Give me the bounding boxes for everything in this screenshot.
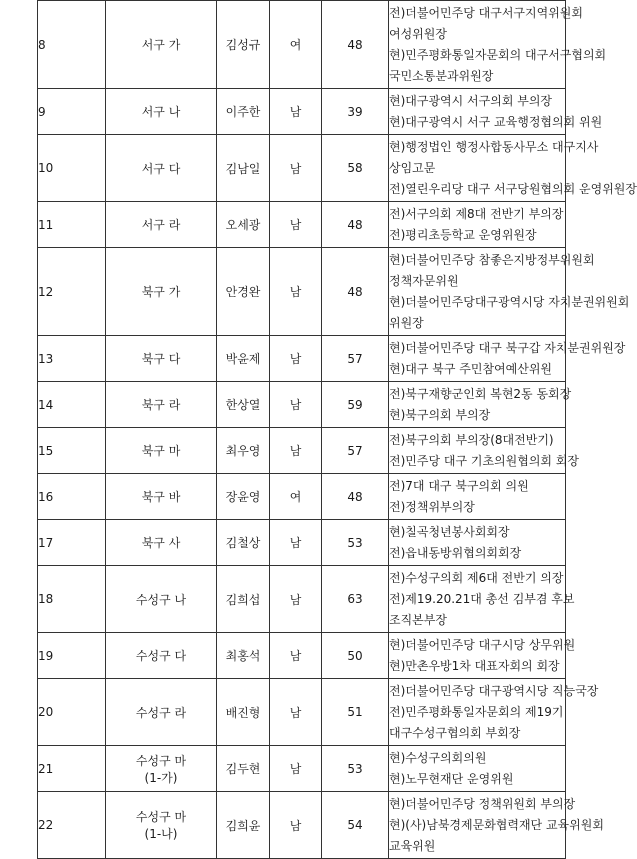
row-number: 8 (38, 1, 106, 89)
career-line: 현)수성구의회의원 (389, 750, 487, 765)
career (389, 336, 626, 382)
career (389, 474, 566, 520)
district (106, 1, 217, 89)
district (106, 679, 217, 746)
gender: 남 (270, 382, 322, 428)
career-line: 전)서구의회 제8대 전반기 부의장 (389, 206, 564, 221)
district (106, 633, 217, 679)
gender: 남 (270, 633, 322, 679)
candidate-name: 박윤제 (217, 336, 270, 382)
candidate-table-body (38, 1, 637, 859)
career (389, 135, 637, 202)
age: 48 (322, 1, 389, 89)
district (106, 202, 217, 248)
table-row (38, 382, 566, 428)
age: 48 (322, 202, 389, 248)
career-line: 전)더불어민주당 대구광역시당 직능국장 (389, 683, 599, 698)
district-line: (1-가) (144, 770, 178, 785)
career-line: 현)(사)남북경제문화협력재단 교육위원회 (389, 817, 604, 832)
gender: 남 (270, 135, 322, 202)
row-number: 21 (38, 746, 106, 792)
career (389, 520, 566, 566)
gender: 여 (270, 1, 322, 89)
age: 39 (322, 89, 389, 135)
district (106, 566, 217, 633)
district-line: (1-나) (144, 827, 178, 841)
age: 50 (322, 633, 389, 679)
district (106, 135, 217, 202)
career-line: 전)민주평화통일자문회의 제19기 (389, 704, 564, 719)
age: 58 (322, 135, 389, 202)
gender: 남 (270, 520, 322, 566)
career-line: 현)더불어민주당 대구 북구갑 자치분권위원장 (389, 340, 626, 355)
career (389, 566, 575, 633)
career-line: 현)더불어민주당 정책위원회 부의장 (389, 796, 576, 811)
age: 48 (322, 474, 389, 520)
career-line: 현)대구광역시 서구의회 부의장 (389, 93, 553, 108)
row-number: 12 (38, 248, 106, 336)
table-row (38, 89, 566, 135)
district-line: 북구 마 (141, 444, 181, 458)
career (389, 746, 566, 792)
row-number: 18 (38, 566, 106, 633)
career-line: 상임고문 (389, 160, 436, 175)
career-line: 현)행정법인 행정사합동사무소 대구지사 (389, 139, 599, 154)
district-line: 북구 가 (141, 285, 181, 299)
table-row (38, 566, 566, 633)
career-line: 현)노무현재단 운영위원 (389, 771, 514, 786)
district-line: 서구 나 (141, 105, 181, 119)
career (389, 248, 630, 336)
career-line: 전)민주당 대구 기초의원협의회 회장 (389, 453, 580, 468)
gender: 남 (270, 792, 322, 859)
career-line: 전)북구재향군인회 복현2동 동회장 (389, 386, 572, 401)
age: 63 (322, 566, 389, 633)
career-line: 현)북구의회 부의장 (389, 407, 491, 422)
age: 57 (322, 336, 389, 382)
career-line: 전)읍내동방위협의회회장 (389, 545, 522, 560)
career-line: 현)대구광역시 서구 교육행정협의회 위원 (389, 114, 603, 129)
district (106, 792, 217, 859)
district-line: 서구 라 (141, 218, 181, 232)
age: 54 (322, 792, 389, 859)
district-line: 수성구 나 (135, 592, 187, 607)
row-number: 20 (38, 679, 106, 746)
gender: 여 (270, 474, 322, 520)
row-number: 11 (38, 202, 106, 248)
career-line: 여성위원장 (389, 26, 447, 41)
gender: 남 (270, 566, 322, 633)
candidate-name: 김성규 (217, 1, 270, 89)
row-number: 9 (38, 89, 106, 135)
district (106, 382, 217, 428)
table-row (38, 202, 566, 248)
career-line: 전)열린우리당 대구 서구당원협의회 운영위원장 (389, 181, 637, 196)
table-row (38, 474, 566, 520)
district-line: 북구 라 (141, 398, 181, 412)
row-number: 16 (38, 474, 106, 520)
district-line: 수성구 라 (135, 705, 187, 720)
district-line: 북구 바 (141, 490, 181, 504)
district (106, 248, 217, 336)
candidate-name: 장윤영 (217, 474, 270, 520)
career-line: 전)수성구의회 제6대 전반기 의장 (389, 570, 564, 585)
district-line: 수성구 마 (135, 753, 187, 768)
career-line: 전)북구의회 부의장(8대전반기) (389, 432, 554, 447)
table-row (38, 633, 566, 679)
career-line: 전)평리초등학교 운영위원장 (389, 227, 537, 242)
row-number: 15 (38, 428, 106, 474)
gender: 남 (270, 89, 322, 135)
candidate-name: 배진형 (217, 679, 270, 746)
career (389, 382, 572, 428)
career-line: 전)정책위부의장 (389, 499, 475, 514)
district (106, 520, 217, 566)
district-line: 북구 다 (141, 352, 181, 366)
candidate-name: 김희섭 (217, 566, 270, 633)
career-line: 현)더불어민주당 대구시당 상무위원 (389, 637, 576, 652)
career-line: 현)칠곡청년봉사회회장 (389, 524, 510, 539)
gender: 남 (270, 428, 322, 474)
career-line: 현)민주평화통일자문회의 대구서구협의회 (389, 47, 607, 62)
age: 59 (322, 382, 389, 428)
career-line: 국민소통분과위원장 (389, 68, 494, 83)
career-line: 정책자문위원 (389, 273, 459, 288)
age: 48 (322, 248, 389, 336)
gender: 남 (270, 202, 322, 248)
career-line: 교육위원 (389, 838, 436, 853)
gender: 남 (270, 336, 322, 382)
district (106, 89, 217, 135)
career (389, 792, 604, 859)
district (106, 474, 217, 520)
career (389, 89, 603, 135)
gender: 남 (270, 679, 322, 746)
age: 53 (322, 746, 389, 792)
district-line: 서구 가 (141, 38, 181, 52)
candidate-name: 이주한 (217, 89, 270, 135)
table-row (38, 248, 566, 336)
table-row (38, 792, 566, 859)
career-line: 전)7대 대구 북구의회 의원 (389, 478, 529, 493)
table-row (38, 135, 566, 202)
row-number: 10 (38, 135, 106, 202)
gender: 남 (270, 746, 322, 792)
table-row (38, 1, 566, 89)
candidate-table (37, 0, 637, 859)
candidate-name: 안경완 (217, 248, 270, 336)
district-line: 서구 다 (141, 161, 181, 176)
row-number: 19 (38, 633, 106, 679)
row-number: 22 (38, 792, 106, 859)
age: 53 (322, 520, 389, 566)
district-line: 북구 사 (141, 536, 181, 550)
candidate-name: 한상열 (217, 382, 270, 428)
career-line: 조직본부장 (389, 612, 447, 627)
district (106, 428, 217, 474)
candidate-name: 최홍석 (217, 633, 270, 679)
candidate-name: 김철상 (217, 520, 270, 566)
career-line: 전)더불어민주당 대구서구지역위원회 (389, 5, 583, 20)
gender: 남 (270, 248, 322, 336)
career (389, 633, 576, 679)
career-line: 전)제19.20.21대 총선 김부겸 후보 (389, 591, 575, 606)
career-line: 대구수성구협의회 부회장 (389, 725, 521, 740)
table-row (38, 428, 566, 474)
row-number: 13 (38, 336, 106, 382)
row-number: 17 (38, 520, 106, 566)
career (389, 428, 580, 474)
table-row (38, 520, 566, 566)
candidate-name: 김두현 (217, 746, 270, 792)
career-line: 현)더불어민주당 참좋은지방정부위원회 (389, 252, 595, 267)
candidate-name: 김희윤 (217, 792, 270, 859)
district (106, 746, 217, 792)
candidate-name: 최우영 (217, 428, 270, 474)
district-line: 수성구 다 (135, 649, 187, 663)
candidate-name: 김남일 (217, 135, 270, 202)
age: 57 (322, 428, 389, 474)
career (389, 679, 599, 746)
table-row (38, 336, 566, 382)
row-number: 14 (38, 382, 106, 428)
district (106, 336, 217, 382)
table-row (38, 746, 566, 792)
district-line: 수성구 마 (135, 810, 187, 824)
career-line: 현)더불어민주당대구광역시당 자치분권위원회 (389, 294, 630, 309)
career-line: 현)대구 북구 주민참여예산위원 (389, 361, 553, 376)
table-row (38, 679, 566, 746)
candidate-name: 오세광 (217, 202, 270, 248)
age: 51 (322, 679, 389, 746)
career-line: 위원장 (389, 315, 424, 330)
career-line: 현)만촌우방1차 대표자회의 회장 (389, 658, 560, 673)
career (389, 202, 566, 248)
career (389, 1, 607, 89)
